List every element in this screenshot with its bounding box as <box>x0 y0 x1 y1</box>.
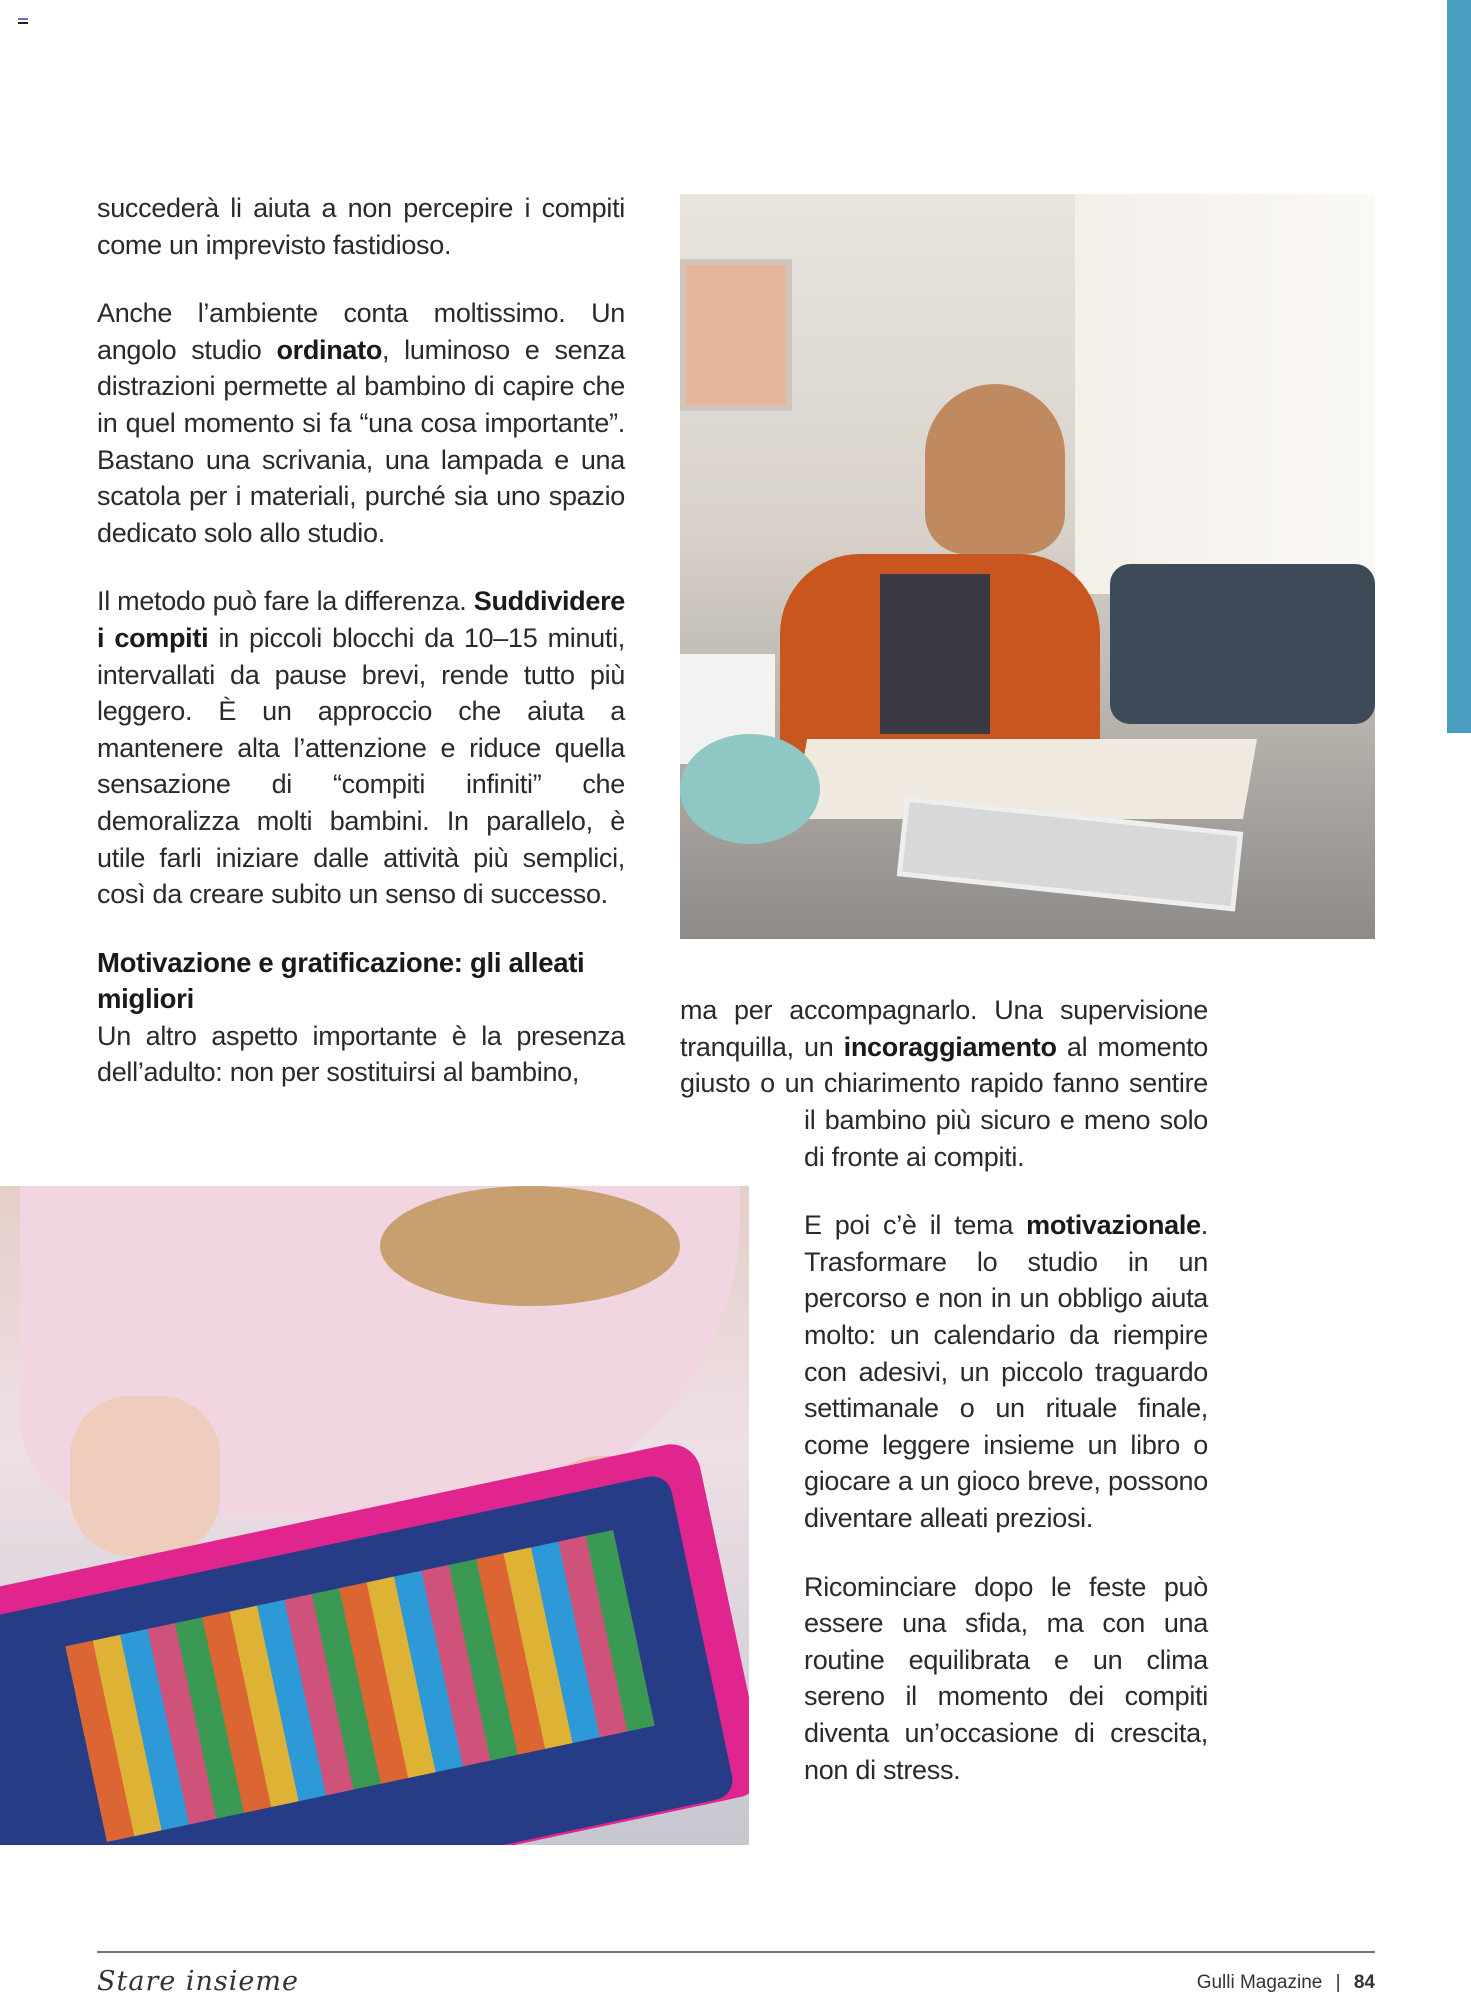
paragraph: Un altro aspetto importante è la presenza dell’adulto: non per sostituirsi al bambino, <box>97 1020 625 1088</box>
logo-icon <box>18 18 28 26</box>
paragraph: Anche l’ambiente conta moltissimo. Un angolo studio ordinato, luminoso e senza distrazioni permette al bambino di capire che in quel momento si fa “una cosa importante”. Bastano una scrivania, una lampada e una scatola per i materiali, purché sia uno spazio dedicato solo allo studio. <box>97 298 625 548</box>
left-column <box>97 190 625 1091</box>
paragraph: il bambino più sicuro e meno solo di fronte ai compiti. <box>804 1105 1208 1172</box>
paragraph: Ricominciare dopo le feste può essere una sfida, ma con una routine equilibrata e un clima sereno il momento dei compiti diventa un’occasione di crescita, non di stress. <box>804 1571 1208 1785</box>
paragraph: E poi c’è il tema motivazionale. Trasformare lo studio in un percorso e non in un obbligo aiuta molto: un calendario da riempire con adesivi, un piccolo traguardo settimanale o un rituale finale, come leggere insieme un libro o giocare a un gioco breve, possono diventare alleati preziosi. <box>804 1210 1208 1533</box>
paragraph: succederà li aiuta a non percepire i compiti come un imprevisto fastidioso. <box>97 193 625 260</box>
section-heading: Motivazione e gratificazione: gli alleati migliori <box>97 946 585 1015</box>
section-color-bar <box>1447 0 1471 733</box>
photo-child-pencil-case <box>0 1186 749 1845</box>
photo-girl-studying <box>680 194 1375 939</box>
paragraph: Il metodo può fare la differenza. Suddividere i compiti in piccoli blocchi da 10–15 minuti, intervallati da pause brevi, rende tutto più leggero. È un approccio che aiuta a mantenere alta l’attenzione e riduce quella sensazione di “compiti infiniti” che demoralizza molti bambini. In parallelo, è utile farli iniziare dalle attività più semplici, così da creare subito un senso di successo. <box>97 586 626 910</box>
footer-divider <box>97 1951 1375 1953</box>
right-column-wide <box>680 992 1208 1102</box>
right-column-narrow <box>804 1102 1208 1788</box>
footer-section-title: Stare insieme <box>97 1966 299 1997</box>
footer-page-info: Gulli Magazine | 84 <box>1196 1972 1375 1993</box>
page-number: 84 <box>1353 1972 1375 1993</box>
paragraph: ma per accompagnarlo. Una supervisione tranquilla, un incoraggiamento al momento giusto o un chiarimento rapido fanno sentire <box>680 995 1208 1099</box>
